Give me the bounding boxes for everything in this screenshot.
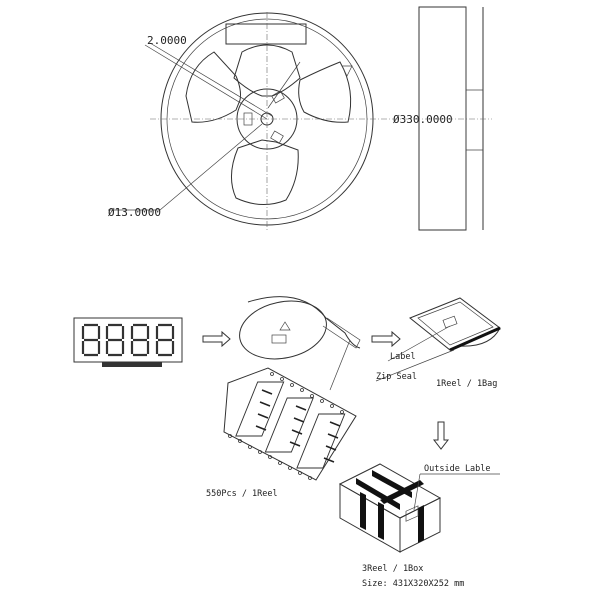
- digit-3: [132, 325, 148, 355]
- sprocket-holes-top: [271, 373, 344, 414]
- outside-label-text: Outside Lable: [424, 464, 491, 474]
- digit-2: [107, 325, 123, 355]
- bag-outline: [410, 298, 500, 350]
- dim-thickness: 2.0000: [147, 34, 187, 47]
- leader-outside-label-2: [414, 474, 420, 510]
- recycle-icon: [342, 66, 352, 76]
- reel-iso-label: [272, 335, 286, 343]
- display-pins: [102, 362, 162, 367]
- reel-cutout-bottom: [231, 140, 298, 205]
- reel-cutout-right: [299, 62, 351, 122]
- bag: [376, 298, 500, 381]
- reel-isometric: [234, 293, 360, 366]
- digit-4: [157, 325, 173, 355]
- bag-label-text: Label: [390, 352, 416, 362]
- reel-iso-edge: [248, 297, 360, 348]
- tape-to-reel-leader: [330, 340, 350, 390]
- arrow-right-2: [372, 332, 400, 346]
- arrow-right-1: [203, 332, 230, 346]
- box-strap-4: [360, 492, 366, 530]
- arrow-down: [434, 422, 448, 449]
- bag-inner: [418, 302, 493, 345]
- tape-pocket-3: [297, 414, 345, 468]
- leader-thickness: [145, 45, 267, 119]
- digit-1: [83, 325, 99, 355]
- leader-hub: [160, 124, 262, 210]
- zip-seal-text: Zip Seal: [376, 372, 417, 382]
- zip-seal-line: [450, 328, 500, 350]
- seven-segment-display: [74, 318, 182, 367]
- reel-label-area: [226, 24, 306, 44]
- reel-iso-triangle: [280, 322, 290, 330]
- dim-reel-diameter: Ø330.0000: [393, 113, 453, 126]
- box-front: [340, 484, 400, 552]
- tape-pocket-2: [265, 398, 313, 452]
- reel-cutout-left: [186, 52, 241, 122]
- dim-hub-diameter: Ø13.0000: [108, 206, 161, 219]
- box-qty-text: 3Reel / 1Box: [362, 564, 424, 574]
- reel-qty-text: 550Pcs / 1Reel: [206, 489, 278, 499]
- carrier-tape: [224, 340, 356, 480]
- tape-slot-line: [268, 62, 300, 108]
- shipping-box: [340, 464, 500, 552]
- box-strap-5: [378, 502, 384, 540]
- tape-strip: [323, 318, 360, 348]
- bag-qty-text: 1Reel / 1Bag: [436, 379, 498, 389]
- box-strap-6: [418, 505, 424, 543]
- box-size-text: Size: 431X320X252 mm: [362, 579, 465, 589]
